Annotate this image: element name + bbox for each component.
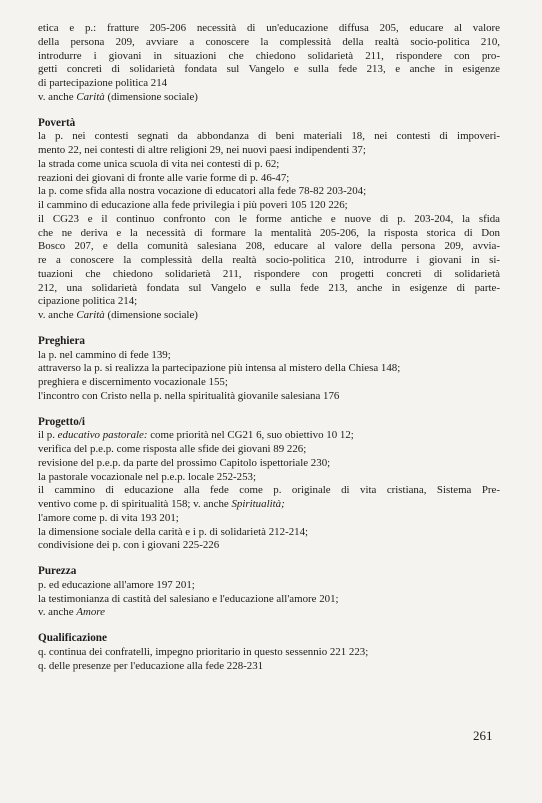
index-line: la p. come sfida alla nostra vocazione di educatori alla fede 78-82 203-204; [38,185,367,198]
qualificazione-entry [38,632,500,673]
entry-heading: Purezza [38,565,77,577]
see-also-term: Carità [76,309,105,321]
index-line: della persona 209, avviare a conoscere la complessità della realtà socio-politica 210, [38,35,500,48]
index-line [38,429,500,443]
index-line: 212, una solidarietà fondata sul Vangelo e sulla fede 213, anche in esigenze di parte- [38,281,500,294]
index-line: la p. nei contesti segnati da abbondanza di beni materiali 18, nei contesti di impoveri- [38,130,500,143]
italic-term: Spiritualità; [231,498,285,510]
index-line: re a conoscere la complessità della realtà socio-politica 210, introdurre i giovani in si- [38,254,500,266]
index-line: p. ed educazione all'amore 197 201; [38,578,195,591]
index-line: attraverso la p. si realizza la partecipazione più intensa al mistero della Chiesa 148; [38,362,401,375]
index-line: condivisione dei p. con i giovani 225-226 [38,539,220,552]
index-line: revisione del p.e.p. da parte del prossimo Capitolo ispettoriale 230; [38,456,331,469]
index-line: mento 22, nei contesti di altre religioni 29, nei nuovi paesi indipendenti 37; [38,144,366,156]
see-also-prefix: v. anche [38,309,77,321]
entry-heading: Preghiera [38,334,86,347]
purezza-entry [38,565,500,620]
entry-heading: Progetto/i [38,415,86,428]
see-also-term: Amore [76,606,105,619]
see-also-line [38,606,500,620]
see-also-suffix: (dimensione sociale) [104,309,198,321]
index-line: verifica del p.e.p. come risposta alle sfide dei giovani 89 226; [38,443,307,455]
index-line: Bosco 207, e della comunità salesiana 208, educare al valore della persona 209, avvia- [38,240,500,253]
entry-heading: Qualificazione [38,632,107,644]
index-line: la dimensione sociale della carità e i p. di solidarietà 212-214; [38,525,309,538]
index-line: introdurre i giovani in situazioni che chiedono solidarietà 211, rispondere con pro- [38,49,500,62]
line-prefix: ventivo come p. di spiritualità 158; v. anche [38,498,232,510]
index-line: reazioni dei giovani di fronte alle varie forme di p. 46-47; [38,171,290,184]
index-line: q. delle presenze per l'educazione alla fede 228-231 [38,659,264,672]
see-also-line [38,91,500,105]
line-prefix: il p. [38,429,58,442]
progetto-entry [38,416,500,554]
index-line: preghiera e discernimento vocazionale 155; [38,376,228,388]
intro-entry [38,22,500,105]
index-line: la testimonianza di castità del salesiano e l'educazione all'amore 201; [38,592,339,605]
index-line: il CG23 e il continuo confronto con le forme antiche e nuove di p. 203-204, la sfida [38,212,500,225]
index-line: q. continua dei confratelli, impegno prioritario in questo sessennio 221 223; [38,645,369,658]
index-content [38,22,500,673]
entry-heading: Povertà [38,116,76,129]
index-line [38,498,500,512]
italic-term: educativo pastorale: [57,429,148,442]
index-line: che ne deriva e la necessità di formare la mentalità 205-206, la risposta storica di Don [38,226,500,239]
index-line: la pastorale vocazionale nel p.e.p. locale 252-253; [38,470,257,483]
index-line: cipazione politica 214; [38,295,138,308]
index-line: etica e p.: fratture 205-206 necessità di un'educazione diffusa 205, educare al valore [38,22,500,34]
index-line: l'amore come p. di vita 193 201; [38,511,179,524]
see-also-prefix: v. anche [38,90,77,103]
see-also-line [38,309,500,323]
index-line: tuazioni che chiedono solidarietà 211, rispondere con progetti concreti di solidarietà [38,267,500,280]
line-suffix: come priorità nel CG21 6, suo obiettivo 10 12; [147,429,354,442]
preghiera-entry [38,335,500,404]
index-line: di partecipazione politica 214 [38,77,168,89]
index-line: il cammino di educazione alla fede privilegia i più poveri 105 120 226; [38,199,348,211]
index-line: getti concreti di solidarietà fondata sul Vangelo e sulla fede 213, e anche in esigenze [38,63,500,76]
see-also-prefix: v. anche [38,606,77,619]
see-also-term: Carità [76,90,105,103]
page-number: 261 [473,728,493,743]
index-line: il cammino di educazione alla fede come p. originale di vita cristiana, Sistema Pre- [38,484,500,497]
index-line: la p. nel cammino di fede 139; [38,348,171,361]
index-line: la strada come unica scuola di vita nei contesti di p. 62; [38,157,280,170]
see-also-suffix: (dimensione sociale) [104,90,198,103]
index-line: l'incontro con Cristo nella p. nella spiritualità giovanile salesiana 176 [38,389,340,402]
poverta-entry [38,117,500,323]
